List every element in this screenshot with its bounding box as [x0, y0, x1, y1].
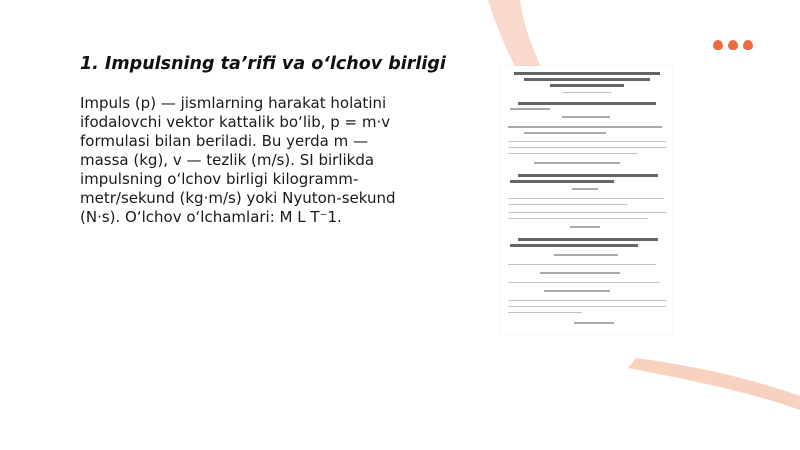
doc-line — [514, 72, 660, 75]
doc-line — [554, 254, 618, 256]
doc-line — [524, 132, 606, 134]
doc-line — [508, 153, 638, 154]
slide-title: 1. Impulsning ta’rifi va o‘lchov birligi — [80, 54, 446, 74]
doc-line — [508, 126, 662, 128]
bottom-swoosh — [628, 358, 800, 410]
dot — [713, 40, 723, 50]
doc-line — [550, 84, 624, 87]
doc-line — [510, 244, 638, 247]
doc-line — [570, 226, 600, 228]
doc-line — [534, 162, 620, 164]
slide-body-text: Impuls (p) — jismlarning harakat holatini ifodalovchi vektor kattalik bo‘lib, p = m·v formulasi bilan beriladi. Bu yerda m — massa (kg), v — tezlik (m/s). SI birlikda impulsning o‘lchov birligi kilogramm-metr/sekund (kg·m/s) yoki Nyuton-sekund (N·s). O‘lchov o‘lchamlari: M L T⁻1. — [80, 94, 396, 226]
doc-line — [510, 180, 614, 183]
doc-line — [562, 116, 610, 118]
doc-line — [508, 147, 666, 148]
doc-line — [518, 238, 658, 241]
doc-line — [562, 92, 612, 93]
doc-line — [508, 218, 648, 219]
three-dots-icon — [713, 40, 753, 50]
doc-line — [508, 300, 666, 301]
dot — [743, 40, 753, 50]
doc-line — [574, 322, 614, 324]
doc-line — [518, 174, 658, 177]
doc-line — [572, 188, 598, 190]
doc-line — [508, 264, 656, 265]
doc-line — [544, 290, 610, 292]
document-scan-image — [500, 66, 672, 334]
doc-line — [508, 306, 666, 307]
doc-line — [518, 102, 656, 105]
doc-line — [510, 108, 550, 110]
doc-line — [508, 204, 628, 205]
doc-line — [508, 212, 666, 213]
doc-line — [508, 198, 664, 199]
doc-line — [508, 312, 582, 313]
doc-line — [524, 78, 650, 81]
doc-line — [540, 272, 620, 274]
doc-line — [508, 141, 666, 142]
dot — [728, 40, 738, 50]
doc-line — [508, 282, 660, 283]
